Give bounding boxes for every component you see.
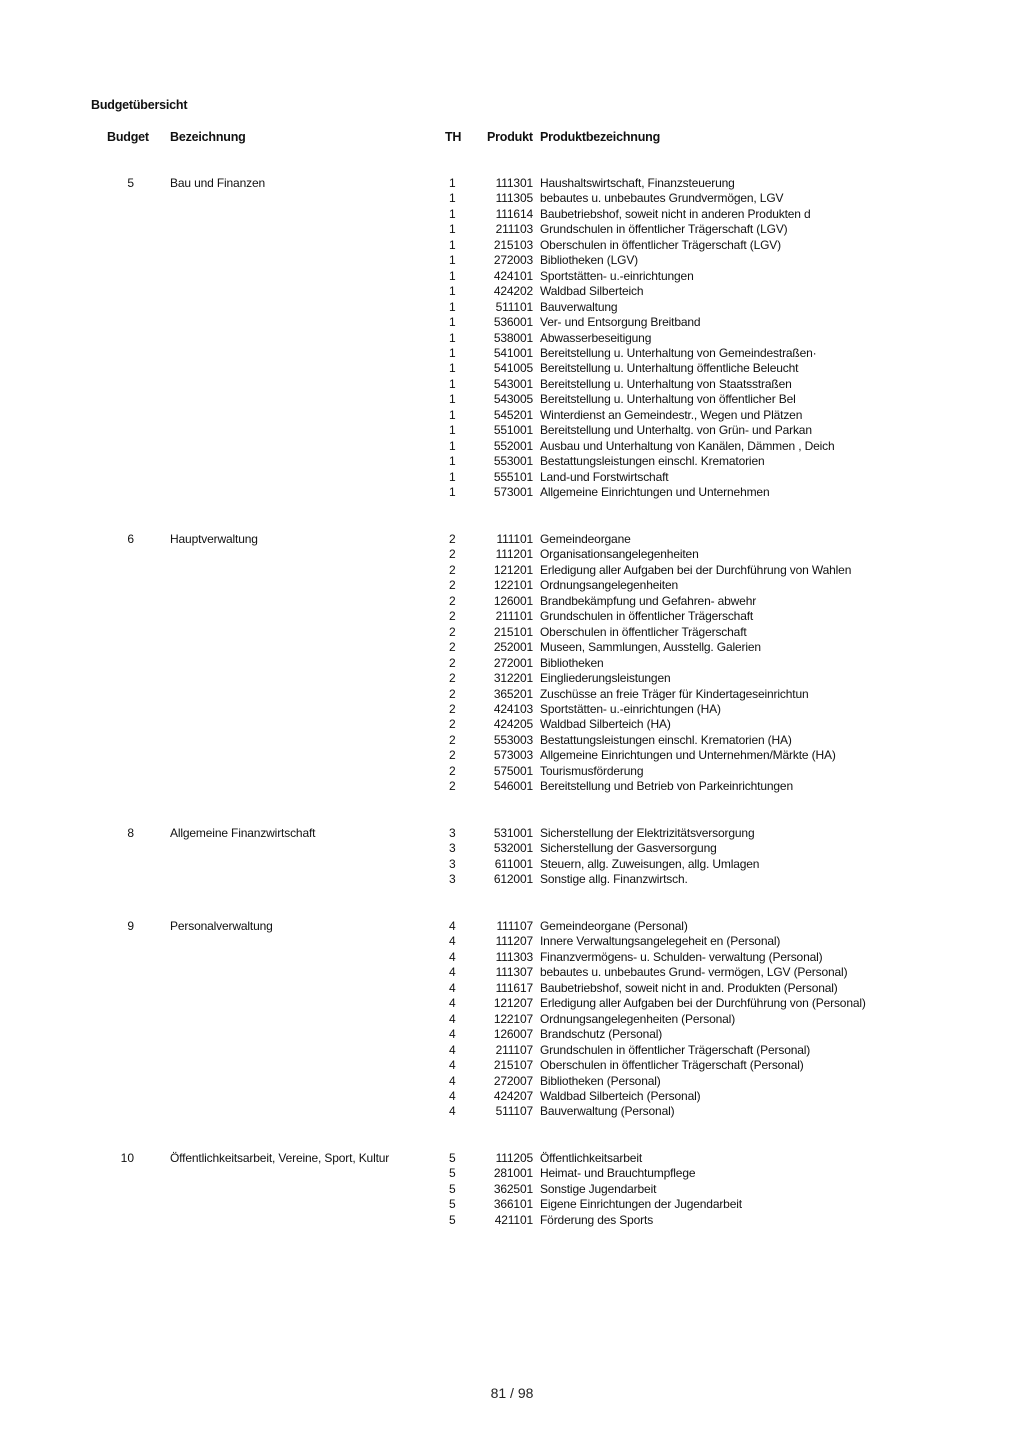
th-cell: 1 [449,376,456,391]
th-cell: 2 [449,779,456,794]
produktbezeichnung-cell: Gemeindeorgane (Personal) [540,919,688,933]
produkt-cell: 111201 [495,547,533,562]
produkt-cell: 541001 [493,345,533,360]
produktbezeichnung-cell: Brandschutz (Personal) [540,1027,663,1042]
th-cell: 2 [449,671,456,686]
produktbezeichnung-cell: Heimat- und Brauchtumpflege [540,1166,696,1181]
produkt-cell: 511107 [495,1104,533,1119]
produktbezeichnung-cell: Abwasserbeseitigung [540,330,652,345]
budget-number: 9 [127,919,134,933]
produktbezeichnung-cell: Ver- und Entsorgung Breitband [540,315,701,330]
produktbezeichnung-cell: Sportstätten- u.-einrichtungen (HA) [540,701,721,716]
produktbezeichnung-cell: Oberschulen in öffentlicher Trägerschaft (Personal) [540,1058,804,1073]
produktbezeichnung-cell: Bereitstellung u. Unterhaltung von Staatsstraßen [540,376,792,391]
th-cell: 1 [449,299,456,314]
produktbezeichnung-cell: Oberschulen in öffentlicher Trägerschaft (LGV) [540,237,781,252]
th-cell: 2 [449,593,456,608]
th-cell: 1 [449,176,456,190]
produkt-cell: 211101 [495,609,533,624]
th-cell: 2 [449,562,456,577]
th-cell: 4 [449,980,456,995]
th-cell: 1 [449,454,456,469]
th-cell: 3 [449,841,456,856]
produkt-cell: 122101 [493,578,533,593]
produktbezeichnung-cell: Land-und Forstwirtschaft [540,469,669,484]
column-header-produkt: Produkt [487,130,533,144]
produkt-cell: 215101 [493,624,533,639]
produkt-cell: 543001 [493,376,533,391]
produkt-cell: 252001 [493,640,533,655]
produkt-cell: 424205 [493,717,533,732]
page-title: Budgetübersicht [91,98,188,112]
th-cell: 1 [449,237,456,252]
produkt-cell: 215107 [493,1058,533,1073]
th-cell: 5 [449,1197,456,1212]
produktbezeichnung-cell: Haushaltswirtschaft, Finanzsteuerung [540,176,735,190]
th-cell: 1 [449,330,456,345]
produktbezeichnung-cell: Winterdienst an Gemeindestr., Wegen und Plätzen [540,407,803,422]
th-cell: 4 [449,1058,456,1073]
th-cell: 5 [449,1151,456,1165]
th-cell: 2 [449,640,456,655]
produktbezeichnung-cell: Bereitstellung und Unterhaltg. von Grün- und Parkan [540,423,812,438]
produkt-cell: 575001 [493,763,533,778]
produktbezeichnung-cell: Ordnungsangelegenheiten (Personal) [540,1011,736,1026]
th-cell: 3 [449,856,456,871]
produkt-cell: 121207 [493,996,533,1011]
produkt-cell: 538001 [493,330,533,345]
produkt-cell: 272001 [493,655,533,670]
th-cell: 3 [449,826,456,840]
produktbezeichnung-cell: Eingliederungsleistungen [540,671,671,686]
produktbezeichnung-cell: Zuschüsse an freie Träger für Kindertageseinrichtun [540,686,809,701]
produkt-cell: 555101 [493,469,533,484]
produkt-cell: 573003 [493,748,533,763]
produkt-cell: 546001 [493,779,533,794]
produkt-cell: 424101 [493,268,533,283]
produktbezeichnung-cell: bebautes u. unbebautes Grundvermögen, LGV [540,191,784,206]
produkt-cell: 281001 [493,1166,533,1181]
produkt-cell: 362501 [493,1181,533,1196]
produktbezeichnung-cell: Brandbekämpfung und Gefahren- abwehr [540,593,757,608]
produkt-cell: 272007 [493,1073,533,1088]
produktbezeichnung-cell: Ordnungsangelegenheiten [540,578,679,593]
th-cell: 1 [449,222,456,237]
produkt-cell: 111207 [495,934,533,949]
produkt-cell: 272003 [493,253,533,268]
produkt-cell: 312201 [493,671,533,686]
budget-bezeichnung: Hauptverwaltung [170,532,258,546]
produktbezeichnung-cell: Eigene Einrichtungen der Jugendarbeit [540,1197,742,1212]
produkt-cell: 424103 [493,701,533,716]
budget-number: 8 [127,826,134,840]
produktbezeichnung-cell: Bereitstellung u. Unterhaltung von öffentlicher Bel [540,392,796,407]
produkt-cell: 111307 [495,965,533,980]
produktbezeichnung-cell: Bauverwaltung (Personal) [540,1104,675,1119]
produktbezeichnung-cell: Bestattungsleistungen einschl. Krematorien (HA) [540,732,792,747]
budget-number: 5 [127,176,134,190]
produktbezeichnung-cell: Baubetriebshof, soweit nicht in and. Produkten (Personal) [540,980,838,995]
budget-bezeichnung: Personalverwaltung [170,919,273,933]
produktbezeichnung-cell: Tourismusförderung [540,763,644,778]
produkt-cell: 126001 [493,593,533,608]
produkt-cell: 211103 [495,222,533,237]
th-cell: 1 [449,268,456,283]
produkt-cell: 211107 [495,1042,533,1057]
produkt-cell: 612001 [493,872,533,887]
produktbezeichnung-cell: Grundschulen in öffentlicher Trägerschaft (Personal) [540,1042,811,1057]
th-cell: 2 [449,547,456,562]
th-cell: 5 [449,1166,456,1181]
th-cell: 4 [449,965,456,980]
produkt-cell: 573001 [493,485,533,499]
th-cell: 1 [449,253,456,268]
produkt-cell: 611001 [494,856,533,871]
column-header-th: TH [445,130,462,144]
produktbezeichnung-cell: Bibliotheken (LGV) [540,253,639,268]
produkt-cell: 541005 [493,361,533,376]
produktbezeichnung-cell: Waldbad Silberteich (HA) [540,717,671,732]
column-header-bezeichnung: Bezeichnung [170,130,246,144]
produkt-cell: 552001 [493,438,533,453]
produkt-cell: 365201 [493,686,533,701]
th-cell: 1 [449,438,456,453]
th-cell: 1 [449,191,456,206]
th-cell: 2 [449,624,456,639]
th-cell: 1 [449,392,456,407]
produkt-cell: 536001 [493,315,533,330]
produktbezeichnung-cell: Grundschulen in öffentlicher Trägerschaft [540,609,754,624]
produktbezeichnung-cell: Bauverwaltung [540,299,618,314]
th-cell: 4 [449,1027,456,1042]
produktbezeichnung-cell: Steuern, allg. Zuweisungen, allg. Umlagen [540,856,760,871]
budget-bezeichnung: Öffentlichkeitsarbeit, Vereine, Sport, Kultur [170,1151,390,1165]
th-cell: 1 [449,345,456,360]
th-cell: 5 [449,1212,456,1227]
produktbezeichnung-cell: Bibliotheken (Personal) [540,1073,661,1088]
column-header-produktbezeichnung: Produktbezeichnung [540,130,661,144]
budget-number: 6 [127,532,134,546]
produktbezeichnung-cell: Ausbau und Unterhaltung von Kanälen, Dämmen , Deich [540,438,835,453]
th-cell: 1 [449,315,456,330]
produktbezeichnung-cell: Baubetriebshof, soweit nicht in anderen Produkten d [540,206,811,221]
th-cell: 4 [449,1073,456,1088]
budget-bezeichnung: Bau und Finanzen [170,176,266,190]
produkt-cell: 111305 [495,191,533,206]
th-cell: 2 [449,655,456,670]
produktbezeichnung-cell: Finanzvermögens- u. Schulden- verwaltung (Personal) [540,949,823,964]
produktbezeichnung-cell: Waldbad Silberteich (Personal) [540,1088,701,1103]
th-cell: 4 [449,1042,456,1057]
produktbezeichnung-cell: Erledigung aller Aufgaben bei der Durchführung von (Personal) [540,996,866,1011]
produktbezeichnung-cell: Erledigung aller Aufgaben bei der Durchführung von Wahlen [540,562,852,577]
produktbezeichnung-cell: Innere Verwaltungsangelegeheit en (Personal) [540,934,781,949]
th-cell: 2 [449,532,456,546]
produktbezeichnung-cell: Förderung des Sports [540,1212,654,1227]
th-cell: 2 [449,748,456,763]
th-cell: 4 [449,934,456,949]
produktbezeichnung-cell: Sicherstellung der Elektrizitätsversorgung [540,826,755,840]
th-cell: 4 [449,919,456,933]
produkt-cell: 122107 [493,1011,533,1026]
th-cell: 2 [449,732,456,747]
th-cell: 4 [449,1088,456,1103]
produktbezeichnung-cell: Bereitstellung u. Unterhaltung öffentliche Beleucht [540,361,799,376]
produkt-cell: 111617 [495,980,533,995]
produktbezeichnung-cell: Grundschulen in öffentlicher Trägerschaft (LGV) [540,222,788,237]
produkt-cell: 121201 [493,562,533,577]
produkt-cell: 553003 [493,732,533,747]
th-cell: 4 [449,1011,456,1026]
th-cell: 1 [449,284,456,299]
produkt-cell: 421101 [494,1212,533,1227]
produkt-cell: 111303 [495,949,533,964]
produktbezeichnung-cell: Bestattungsleistungen einschl. Krematorien [540,454,765,469]
budget-number: 10 [120,1151,134,1165]
produkt-cell: 543005 [493,392,533,407]
produktbezeichnung-cell: Bereitstellung und Betrieb von Parkeinrichtungen [540,779,793,794]
th-cell: 2 [449,686,456,701]
th-cell: 1 [449,361,456,376]
th-cell: 4 [449,996,456,1011]
produktbezeichnung-cell: Oberschulen in öffentlicher Trägerschaft [540,624,747,639]
produkt-cell: 111101 [496,532,533,546]
produktbezeichnung-cell: Sicherstellung der Gasversorgung [540,841,717,856]
produkt-cell: 111614 [495,206,533,221]
th-cell: 4 [449,1104,456,1119]
produktbezeichnung-cell: Sonstige allg. Finanzwirtsch. [540,872,688,887]
produktbezeichnung-cell: Allgemeine Einrichtungen und Unternehmen [540,485,770,499]
produkt-cell: 532001 [493,841,533,856]
produktbezeichnung-cell: Allgemeine Einrichtungen und Unternehmen/Märkte (HA) [540,748,836,763]
produkt-cell: 545201 [493,407,533,422]
produktbezeichnung-cell: Sportstätten- u.-einrichtungen [540,268,694,283]
produkt-cell: 553001 [493,454,533,469]
th-cell: 1 [449,407,456,422]
th-cell: 3 [449,872,456,887]
column-header-budget: Budget [107,130,149,144]
page-indicator: 81 / 98 [490,1385,534,1401]
th-cell: 1 [449,485,456,499]
produktbezeichnung-cell: Museen, Sammlungen, Ausstellg. Galerien [540,640,761,655]
th-cell: 2 [449,717,456,732]
th-cell: 2 [449,763,456,778]
produkt-cell: 511101 [495,299,533,314]
produktbezeichnung-cell: Organisationsangelegenheiten [540,547,699,562]
produkt-cell: 424207 [493,1088,533,1103]
produkt-cell: 111205 [495,1151,533,1165]
th-cell: 4 [449,949,456,964]
th-cell: 5 [449,1181,456,1196]
produktbezeichnung-cell: Bereitstellung u. Unterhaltung von Gemeindestraßen· [540,345,817,360]
produkt-cell: 424202 [493,284,533,299]
th-cell: 1 [449,206,456,221]
th-cell: 2 [449,609,456,624]
produktbezeichnung-cell: Waldbad Silberteich [540,284,644,299]
produkt-cell: 215103 [493,237,533,252]
produktbezeichnung-cell: Gemeindeorgane [540,532,631,546]
produkt-cell: 366101 [493,1197,533,1212]
produktbezeichnung-cell: bebautes u. unbebautes Grund- vermögen, LGV (Personal) [540,965,848,980]
produkt-cell: 111107 [496,919,533,933]
produkt-cell: 111301 [495,176,533,190]
th-cell: 1 [449,423,456,438]
produkt-cell: 531001 [493,826,533,840]
th-cell: 2 [449,701,456,716]
produktbezeichnung-cell: Bibliotheken [540,655,604,670]
produkt-cell: 551001 [493,423,533,438]
th-cell: 2 [449,578,456,593]
produktbezeichnung-cell: Sonstige Jugendarbeit [540,1181,657,1196]
budget-bezeichnung: Allgemeine Finanzwirtschaft [170,826,316,840]
produktbezeichnung-cell: Öffentlichkeitsarbeit [540,1151,643,1165]
produkt-cell: 126007 [493,1027,533,1042]
th-cell: 1 [449,469,456,484]
